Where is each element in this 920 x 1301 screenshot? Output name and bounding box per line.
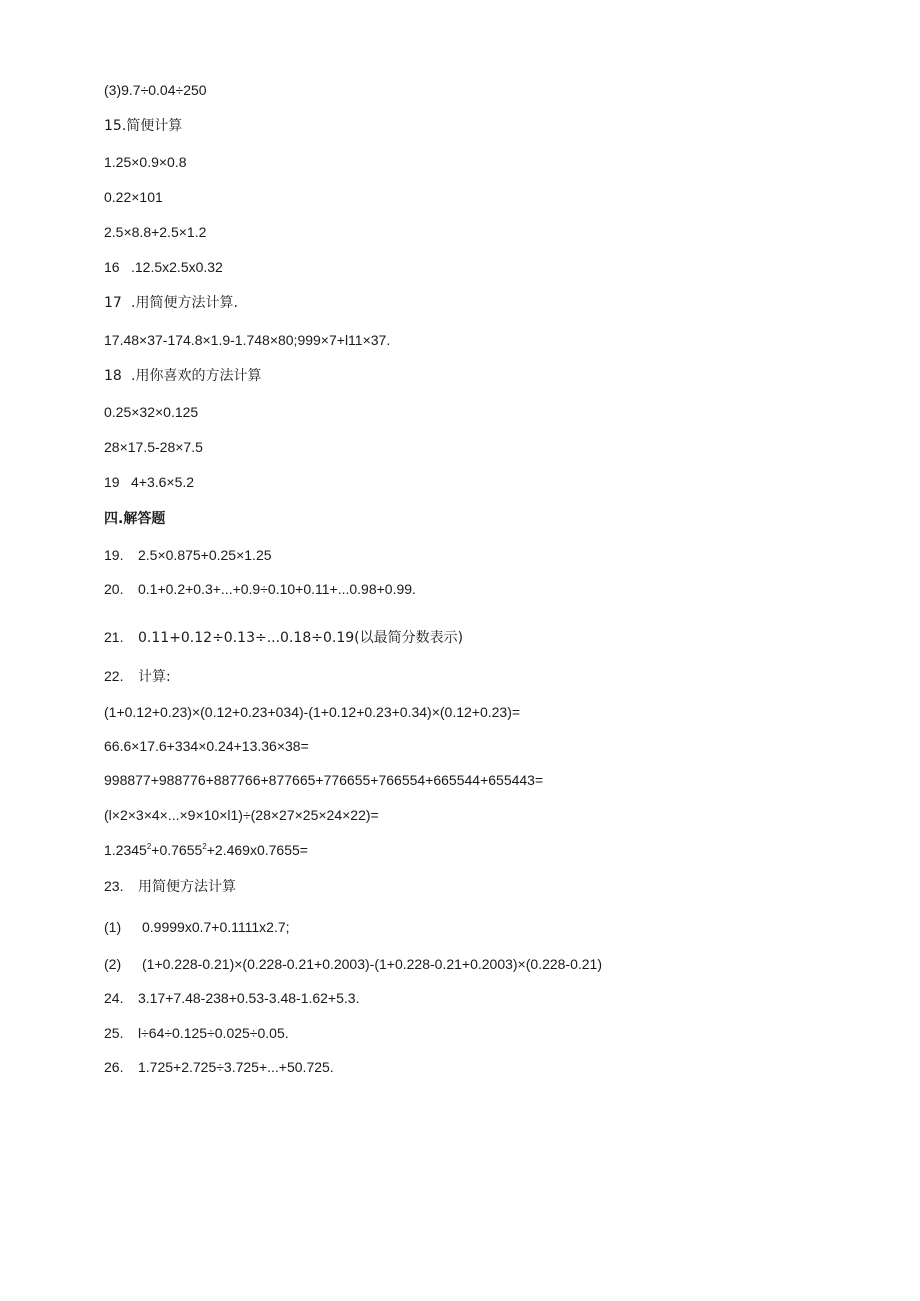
problem-17-heading: 17 .用简便方法计算.: [104, 295, 238, 311]
problem-number: 17: [104, 295, 122, 311]
problem-23: 23. 用简便方法计算: [104, 878, 236, 895]
problem-number: 21.: [104, 629, 124, 645]
problem-15-expr-3: 2.5×8.8+2.5×1.2: [104, 224, 207, 240]
problem-number: 18: [104, 368, 122, 384]
problem-18-expr-2: 28×17.5-28×7.5: [104, 439, 203, 455]
problem-number: 19: [104, 474, 120, 490]
problem-22-expr-3: 998877+988776+887766+877665+776655+766554+665544+655443=: [104, 772, 544, 788]
problem-number: 22.: [104, 668, 124, 684]
problem-23-1: (1) 0.9999x0.7+0.1111x2.7;: [104, 919, 290, 935]
problem-number: (1): [104, 919, 122, 935]
problem-17-expr: 17.48×37-174.8×1.9-1.748×80;999×7+l11×37.: [104, 332, 391, 348]
problem-number: (2): [104, 956, 122, 972]
problem-22: 22. 计算:: [104, 668, 171, 685]
problem-number: 19.: [104, 547, 124, 563]
problem-number: 23.: [104, 878, 124, 894]
problem-18-heading: 18 .用你喜欢的方法计算: [104, 368, 262, 384]
problem-22-expr-4: (l×2×3×4×...×9×10×l1)÷(28×27×25×24×22)=: [104, 807, 379, 823]
problem-14-3: (3)9.7÷0.04÷250: [104, 82, 207, 98]
problem-18-expr-1: 0.25×32×0.125: [104, 404, 199, 420]
problem-19a: 19 4+3.6×5.2: [104, 474, 195, 490]
problem-16: 16 .12.5x2.5x0.32: [104, 259, 223, 275]
problem-26: 26. 1.725+2.725÷3.725+...+50.725.: [104, 1059, 334, 1075]
problem-15-expr-1: 1.25×0.9×0.8: [104, 154, 187, 170]
problem-number: 16: [104, 259, 120, 275]
problem-number: 25.: [104, 1025, 124, 1041]
problem-15-heading: 15.简便计算: [104, 118, 183, 134]
problem-22-expr-5: $1.2345^2+0.7655^2+2.469x0.7655=$: [104, 842, 308, 858]
problem-24: 24. 3.17+7.48-238+0.53-3.48-1.62+5.3.: [104, 990, 360, 1006]
problem-23-2: (2) (1+0.228-0.21)×(0.228-0.21+0.2003)-(1+0.228-0.21+0.2003)×(0.228-0.21): [104, 956, 603, 972]
problem-22-expr-1: (1+0.12+0.23)×(0.12+0.23+034)-(1+0.12+0.23+0.34)×(0.12+0.23)=: [104, 704, 521, 720]
section-heading-answers: 四.解答题: [104, 511, 166, 527]
problem-22-expr-2: 66.6×17.6+334×0.24+13.36×38=: [104, 738, 309, 754]
problem-25: 25. l÷64÷0.125÷0.025÷0.05.: [104, 1025, 289, 1041]
problem-number: 20.: [104, 581, 124, 597]
problem-19: 19. 2.5×0.875+0.25×1.25: [104, 547, 272, 563]
problem-21: 21. 0.11+0.12÷0.13÷...0.18÷0.19(以最简分数表示): [104, 629, 464, 646]
problem-20: 20. 0.1+0.2+0.3+...+0.9÷0.10+0.11+...0.98+0.99.: [104, 581, 416, 597]
problem-15-expr-2: 0.22×101: [104, 189, 163, 205]
problem-number: 26.: [104, 1059, 124, 1075]
problem-number: 24.: [104, 990, 124, 1006]
